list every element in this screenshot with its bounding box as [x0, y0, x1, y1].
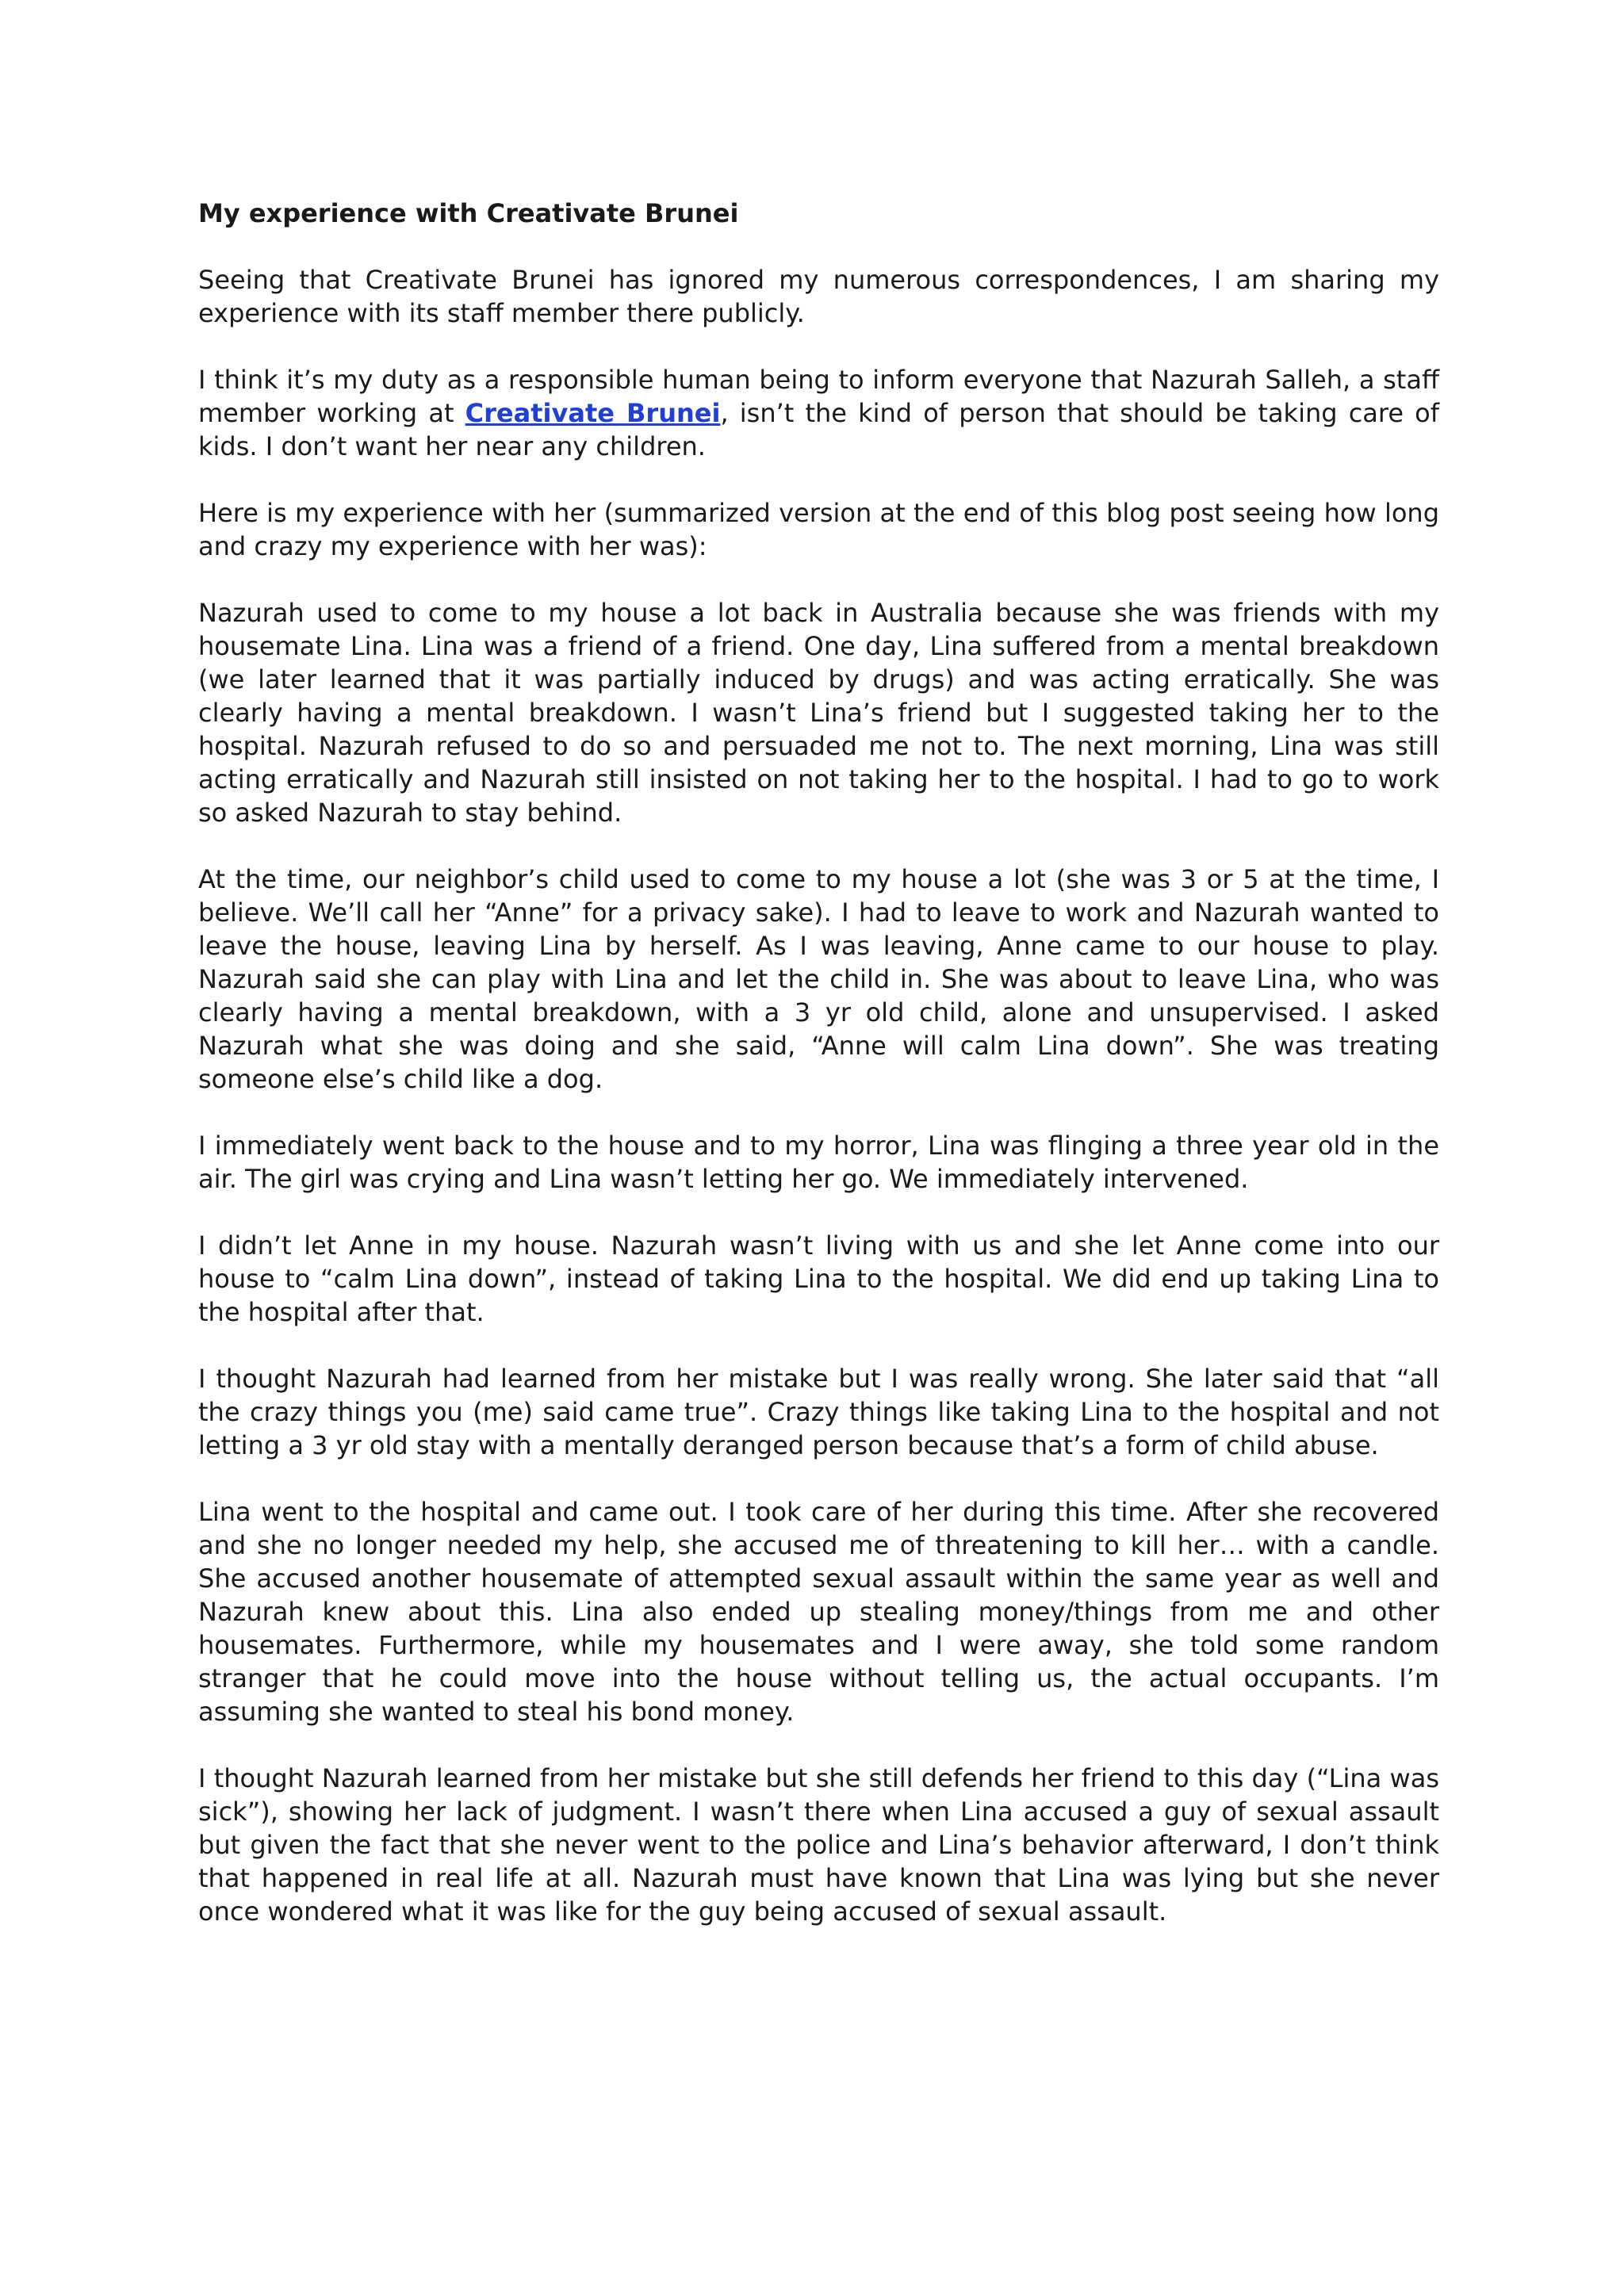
paragraph-story-6: Lina went to the hospital and came out. I took care of her during this time. After she recovered and she no longer needed my help, she accused me of threatening to kill her… with a candle. She accused another housemate of attempted sexual assault within the same year as well and Nazurah knew about this. Lina also ended up stealing money/things from me and other housemates. Furthermore, while my housemates and I were away, she told some random stranger that he could move into the house without telling us, the actual occupants. I’m assuming she wanted to steal his bond money.: [198, 1497, 1439, 1727]
paragraph-intro: Seeing that Creativate Brunei has ignored my numerous correspondences, I am sharing my experience with its staff member there publicly.: [198, 265, 1439, 328]
creativate-brunei-link[interactable]: Creativate Brunei: [465, 398, 721, 428]
paragraph-story-5: I thought Nazurah had learned from her mistake but I was really wrong. She later said that “all the crazy things you (me) said came true”. Crazy things like taking Lina to the hospital and not letting a 3 yr old stay with a mentally deranged person because that’s a form of child abuse.: [198, 1364, 1439, 1460]
paragraph-story-7: I thought Nazurah learned from her mistake but she still defends her friend to this day (“Lina was sick”), showing her lack of judgment. I wasn’t there when Lina accused a guy of sexual assault but given the fact that she never went to the police and Lina’s behavior afterward, I don’t think that happened in real life at all. Nazurah must have known that Lina was lying but she never once wondered what it was like for the guy being accused of sexual assault.: [198, 1763, 1439, 1927]
paragraph-duty-text-end: , isn’t the kind of person that should be taking care of kids. I don’t want her near any children.: [198, 398, 1440, 461]
paragraph-story-3: I immediately went back to the house and to my horror, Lina was flinging a three year old in the air. The girl was crying and Lina wasn’t letting her go. We immediately intervened.: [198, 1131, 1439, 1194]
paragraph-story-4: I didn’t let Anne in my house. Nazurah wasn’t living with us and she let Anne come into our house to “calm Lina down”, instead of taking Lina to the hospital. We did end up taking Lina to the hospital after that.: [198, 1230, 1439, 1327]
paragraph-duty-text-start: I think it’s my duty as a responsible human being to inform everyone that Nazurah Salleh, a staff member working at: [198, 365, 1439, 428]
paragraph-story-2: At the time, our neighbor’s child used to come to my house a lot (she was 3 or 5 at the time, I believe. We’ll call her “Anne” for a privacy sake). I had to leave to work and Nazurah wanted to leave the house, leaving Lina by herself. As I was leaving, Anne came to our house to play. Nazurah said she can play with Lina and let the child in. She was about to leave Lina, who was clearly having a mental breakdown, with a 3 yr old child, alone and unsupervised. I asked Nazurah what she was doing and she said, “Anne will calm Lina down”. She was treating someone else’s child like a dog.: [198, 864, 1439, 1094]
paragraph-summary-note: Here is my experience with her (summarized version at the end of this blog post seeing how long and crazy my experience with her was):: [198, 498, 1439, 561]
paragraph-story-1: Nazurah used to come to my house a lot back in Australia because she was friends with my housemate Lina. Lina was a friend of a friend. One day, Lina suffered from a mental breakdown (we later learned that it was partially induced by drugs) and was acting erratically. She was clearly having a mental breakdown. I wasn’t Lina’s friend but I suggested taking her to the hospital. Nazurah refused to do so and persuaded me not to. The next morning, Lina was still acting erratically and Nazurah still insisted on not taking her to the hospital. I had to go to work so asked Nazurah to stay behind.: [198, 598, 1439, 828]
document-page: [198, 197, 1439, 1961]
paragraph-duty: [198, 363, 1439, 463]
page-title: My experience with Creativate Brunei: [198, 198, 739, 228]
